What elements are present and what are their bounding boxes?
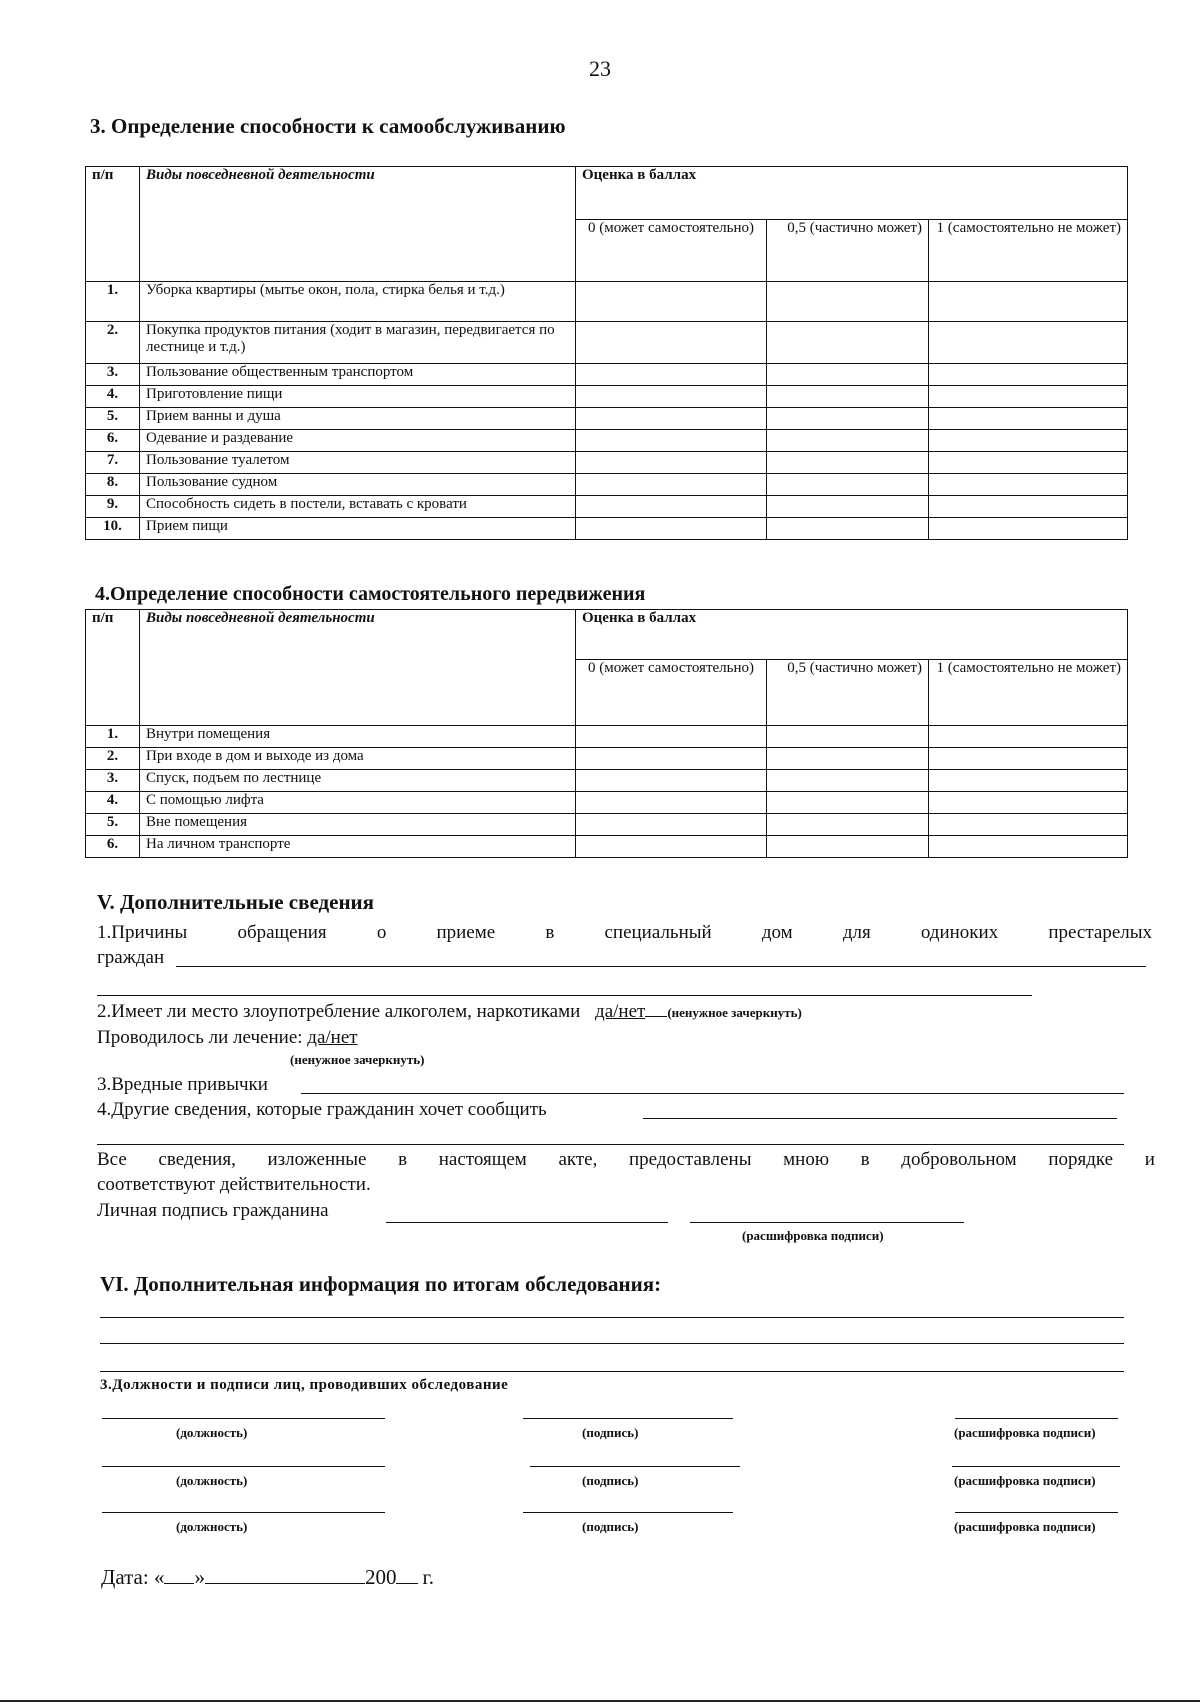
word: обращения xyxy=(237,922,327,943)
q2-line xyxy=(97,1001,802,1023)
page-number: 23 xyxy=(589,56,611,81)
word: Все xyxy=(97,1149,127,1170)
decode-line[interactable] xyxy=(955,1512,1118,1513)
row-number: 5. xyxy=(86,408,140,430)
self-care-table xyxy=(85,166,1128,540)
score-cell[interactable] xyxy=(929,386,1128,408)
statement-line xyxy=(97,1149,1155,1171)
sign-label: (подпись) xyxy=(582,1473,639,1488)
score-0-header: 0 (может самостоятельно) xyxy=(576,660,767,726)
word: в xyxy=(860,1149,870,1170)
score-cell[interactable] xyxy=(576,836,767,858)
score-cell[interactable] xyxy=(767,518,929,540)
score-cell[interactable] xyxy=(767,430,929,452)
col-score-header: Оценка в баллах xyxy=(576,167,1128,220)
col-activity-header: Виды повседневной деятельности xyxy=(140,167,576,282)
q3-habits-label: 3.Вредные привычки xyxy=(97,1074,268,1095)
treatment-yes-no[interactable]: да/нет xyxy=(307,1027,358,1048)
position-label: (должность) xyxy=(176,1425,248,1440)
score-cell[interactable] xyxy=(929,474,1128,496)
decode-line[interactable] xyxy=(952,1466,1120,1467)
score-1-header: 1 (самостоятельно не может) xyxy=(929,220,1128,282)
section-6-title: VI. Дополнительная информация по итогам обследования: xyxy=(100,1272,662,1296)
word: престарелых xyxy=(1048,922,1152,943)
row-number: 10. xyxy=(86,518,140,540)
row-label: Покупка продуктов питания (ходит в магазин, передвигается по лестнице и т.д.) xyxy=(140,322,576,364)
score-cell[interactable] xyxy=(929,364,1128,386)
position-label: (должность) xyxy=(176,1519,248,1534)
score-0-header: 0 (может самостоятельно) xyxy=(576,220,767,282)
score-cell[interactable] xyxy=(929,770,1128,792)
decode-label: (расшифровка подписи) xyxy=(954,1473,1096,1488)
score-cell[interactable] xyxy=(767,496,929,518)
row-label: При входе в дом и выходе из дома xyxy=(140,748,576,770)
col-num-header: п/п xyxy=(86,610,140,726)
row-number: 8. xyxy=(86,474,140,496)
word: изложенные xyxy=(267,1149,367,1170)
date-label: Дата: « xyxy=(101,1565,165,1589)
q1-continuation: граждан xyxy=(97,947,165,968)
row-number: 3. xyxy=(86,364,140,386)
score-cell[interactable] xyxy=(767,836,929,858)
info-line-1[interactable] xyxy=(100,1317,1124,1318)
score-cell[interactable] xyxy=(576,770,767,792)
scan-edge xyxy=(0,1700,1200,1702)
statement-line-2: соответствуют действительности. xyxy=(97,1174,371,1195)
row-label: Пользование туалетом xyxy=(140,452,576,474)
row-label: На личном транспорте xyxy=(140,836,576,858)
word: настоящем xyxy=(438,1149,527,1170)
q2-underline xyxy=(645,1002,667,1017)
score-cell[interactable] xyxy=(929,282,1128,322)
info-line-2[interactable] xyxy=(100,1343,1124,1344)
row-number: 2. xyxy=(86,748,140,770)
row-label: Прием пищи xyxy=(140,518,576,540)
row-number: 9. xyxy=(86,496,140,518)
row-number: 4. xyxy=(86,792,140,814)
decode-line[interactable] xyxy=(955,1418,1118,1419)
officials-title: 3.Должности и подписи лиц, проводивших обследование xyxy=(100,1377,509,1393)
word: для xyxy=(842,922,871,943)
row-label: С помощью лифта xyxy=(140,792,576,814)
row-label: Вне помещения xyxy=(140,814,576,836)
score-cell[interactable] xyxy=(767,748,929,770)
row-number: 4. xyxy=(86,386,140,408)
q1-answer-line-2[interactable] xyxy=(97,995,1032,996)
row-label: Одевание и раздевание xyxy=(140,430,576,452)
row-label: Пользование общественным транспортом xyxy=(140,364,576,386)
q2-text: 2.Имеет ли место злоупотребление алкоголем, наркотиками xyxy=(97,1001,581,1022)
score-cell[interactable] xyxy=(929,836,1128,858)
word: мною xyxy=(783,1149,830,1170)
score-cell[interactable] xyxy=(767,474,929,496)
score-cell[interactable] xyxy=(767,282,929,322)
word: предоставлены xyxy=(629,1149,752,1170)
word: и xyxy=(1144,1149,1155,1170)
score-cell[interactable] xyxy=(767,386,929,408)
q1-reasons-line xyxy=(97,922,1152,944)
word: сведения, xyxy=(158,1149,236,1170)
info-line-3[interactable] xyxy=(100,1371,1124,1372)
word: акте, xyxy=(558,1149,598,1170)
date-day-field[interactable] xyxy=(164,1567,194,1584)
word: порядке xyxy=(1048,1149,1114,1170)
word: в xyxy=(398,1149,408,1170)
q2-yes-no[interactable]: да/нет xyxy=(595,1001,646,1022)
score-cell[interactable] xyxy=(929,748,1128,770)
row-number: 6. xyxy=(86,430,140,452)
score-cell[interactable] xyxy=(767,452,929,474)
row-number: 6. xyxy=(86,836,140,858)
q4-answer-line[interactable] xyxy=(643,1118,1117,1119)
score-cell[interactable] xyxy=(767,322,929,364)
score-cell[interactable] xyxy=(576,814,767,836)
score-cell[interactable] xyxy=(767,726,929,748)
position-line[interactable] xyxy=(102,1512,385,1513)
sign-line[interactable] xyxy=(530,1466,740,1467)
row-number: 2. xyxy=(86,322,140,364)
word: добровольном xyxy=(901,1149,1017,1170)
score-cell[interactable] xyxy=(929,452,1128,474)
col-score-header: Оценка в баллах xyxy=(576,610,1128,660)
word: в xyxy=(545,922,555,943)
q1-answer-line[interactable] xyxy=(176,966,1146,967)
citizen-signature-line[interactable] xyxy=(386,1222,668,1223)
score-cell[interactable] xyxy=(576,408,767,430)
score-cell[interactable] xyxy=(576,364,767,386)
score-cell[interactable] xyxy=(929,726,1128,748)
treatment-line xyxy=(97,1027,358,1049)
position-line[interactable] xyxy=(102,1418,385,1419)
decode-label: (расшифровка подписи) xyxy=(954,1425,1096,1440)
score-cell[interactable] xyxy=(767,792,929,814)
score-cell[interactable] xyxy=(929,496,1128,518)
row-label: Способность сидеть в постели, вставать с кровати xyxy=(140,496,576,518)
date-line xyxy=(101,1565,434,1590)
score-cell[interactable] xyxy=(767,408,929,430)
score-cell[interactable] xyxy=(576,518,767,540)
date-close-quote: » xyxy=(194,1565,205,1589)
q4-other-label: 4.Другие сведения, которые гражданин хочет сообщить xyxy=(97,1099,547,1120)
word: приеме xyxy=(436,922,496,943)
row-label: Спуск, подъем по лестнице xyxy=(140,770,576,792)
treatment-text: Проводилось ли лечение: xyxy=(97,1027,303,1048)
score-cell[interactable] xyxy=(576,282,767,322)
score-cell[interactable] xyxy=(576,474,767,496)
score-cell[interactable] xyxy=(767,814,929,836)
section-4-title: 4.Определение способности самостоятельного передвижения xyxy=(95,583,646,605)
treatment-strike-note: (ненужное зачеркнуть) xyxy=(290,1052,425,1067)
score-cell[interactable] xyxy=(929,408,1128,430)
row-label: Внутри помещения xyxy=(140,726,576,748)
col-num-header: п/п xyxy=(86,167,140,282)
row-number: 3. xyxy=(86,770,140,792)
score-cell[interactable] xyxy=(576,748,767,770)
section-3-title: 3. Определение способности к самообслуживанию xyxy=(90,114,566,138)
word: специальный xyxy=(604,922,712,943)
q4-answer-line-2[interactable] xyxy=(97,1144,1124,1145)
score-cell[interactable] xyxy=(576,322,767,364)
signature-label: Личная подпись гражданина xyxy=(97,1200,329,1221)
sign-label: (подпись) xyxy=(582,1519,639,1534)
position-line[interactable] xyxy=(102,1466,385,1467)
date-suffix: г. xyxy=(422,1565,434,1589)
sign-line[interactable] xyxy=(523,1418,733,1419)
date-year-field[interactable] xyxy=(396,1567,418,1584)
sign-line[interactable] xyxy=(523,1512,733,1513)
word: о xyxy=(376,922,387,943)
row-number: 5. xyxy=(86,814,140,836)
signature-decode-label: (расшифровка подписи) xyxy=(742,1228,884,1243)
q3-answer-line[interactable] xyxy=(301,1093,1124,1094)
score-cell[interactable] xyxy=(576,726,767,748)
section-5-title: V. Дополнительные сведения xyxy=(97,890,375,914)
row-label: Приготовление пищи xyxy=(140,386,576,408)
score-cell[interactable] xyxy=(929,814,1128,836)
signature-decode-line[interactable] xyxy=(690,1222,964,1223)
row-number: 7. xyxy=(86,452,140,474)
score-cell[interactable] xyxy=(576,792,767,814)
score-cell[interactable] xyxy=(576,386,767,408)
position-label: (должность) xyxy=(176,1473,248,1488)
score-cell[interactable] xyxy=(929,792,1128,814)
score-cell[interactable] xyxy=(576,496,767,518)
word: одиноких xyxy=(920,922,999,943)
row-number: 1. xyxy=(86,726,140,748)
score-cell[interactable] xyxy=(929,322,1128,364)
score-cell[interactable] xyxy=(767,770,929,792)
score-cell[interactable] xyxy=(576,452,767,474)
row-label: Пользование судном xyxy=(140,474,576,496)
score-cell[interactable] xyxy=(929,518,1128,540)
score-cell[interactable] xyxy=(576,430,767,452)
row-label: Прием ванны и душа xyxy=(140,408,576,430)
col-activity-header: Виды повседневной деятельности xyxy=(140,610,576,726)
row-label: Уборка квартиры (мытье окон, пола, стирка белья и т.д.) xyxy=(140,282,576,322)
sign-label: (подпись) xyxy=(582,1425,639,1440)
score-05-header: 0,5 (частично может) xyxy=(767,660,929,726)
score-cell[interactable] xyxy=(767,364,929,386)
decode-label: (расшифровка подписи) xyxy=(954,1519,1096,1534)
word: дом xyxy=(761,922,793,943)
word: 1.Причины xyxy=(97,922,188,943)
mobility-table xyxy=(85,609,1128,858)
q2-strike-note: (ненужное зачеркнуть) xyxy=(667,1005,802,1020)
score-cell[interactable] xyxy=(929,430,1128,452)
row-number: 1. xyxy=(86,282,140,322)
date-month-field[interactable] xyxy=(205,1567,365,1584)
score-1-header: 1 (самостоятельно не может) xyxy=(929,660,1128,726)
score-05-header: 0,5 (частично может) xyxy=(767,220,929,282)
date-year-prefix: 200 xyxy=(364,1565,397,1589)
